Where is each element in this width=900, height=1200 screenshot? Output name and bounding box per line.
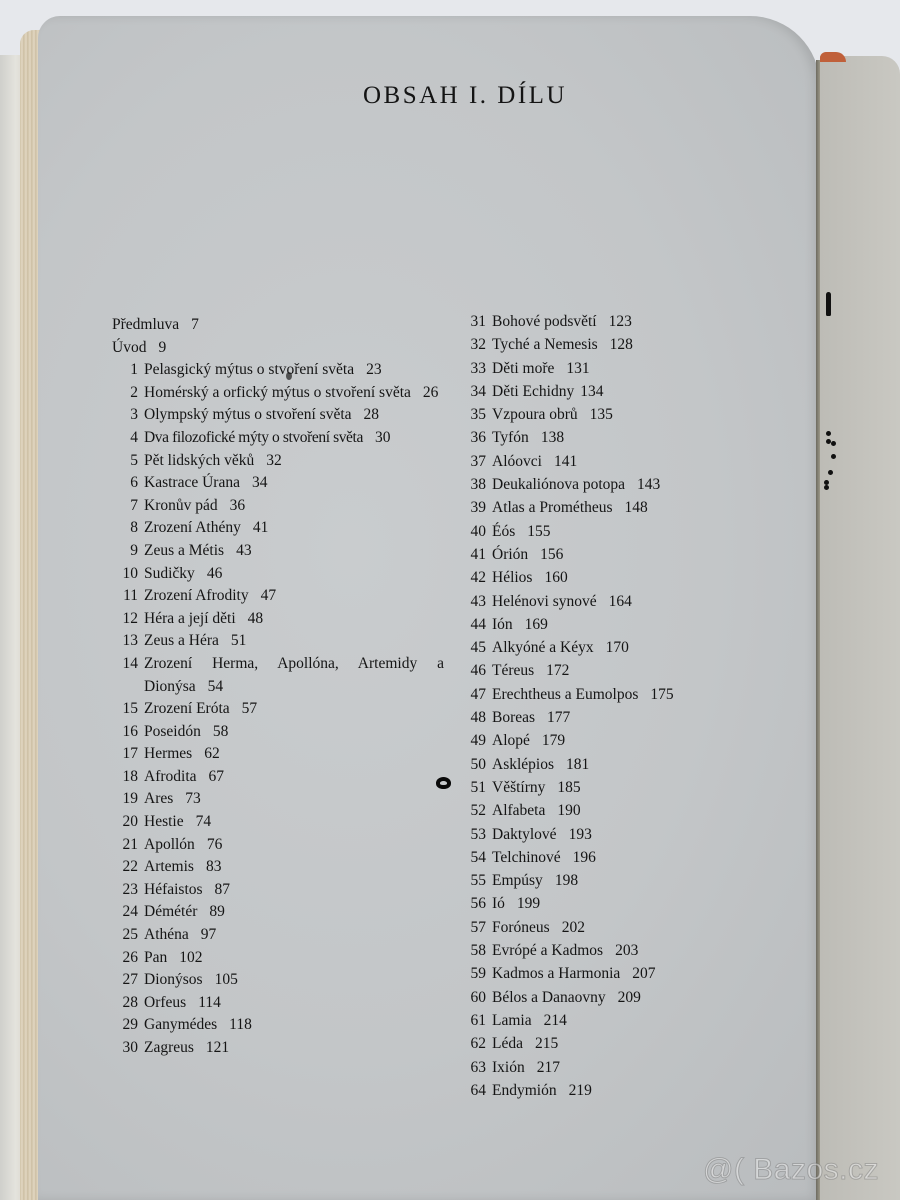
chapter-number: 27	[122, 971, 138, 989]
toc-entry	[112, 608, 452, 631]
toc-entry	[460, 426, 760, 449]
page-number: 135	[589, 406, 613, 424]
chapter-title: Pelasgický mýtus o stvoření světa	[144, 361, 355, 379]
chapter-title: Pan	[144, 948, 168, 966]
toc-entry	[460, 333, 760, 356]
page-number: 169	[524, 615, 548, 633]
toc-entry	[460, 450, 760, 473]
chapter-number: 21	[122, 835, 138, 853]
chapter-title: Olympský mýtus o stvoření světa	[144, 406, 352, 424]
page-number: 131	[566, 359, 590, 377]
toc-entry	[112, 856, 452, 879]
chapter-title: Bélos a Danaovny	[492, 988, 606, 1006]
page-number: 83	[205, 858, 222, 876]
page-number: 41	[252, 519, 269, 537]
chapter-title: Zeus a Métis	[144, 541, 225, 559]
chapter-title: Léda	[492, 1035, 523, 1053]
toc-entry	[460, 566, 760, 589]
page-number: 36	[229, 496, 246, 514]
chapter-title: Atlas a Prométheus	[492, 499, 613, 517]
page-number: 76	[206, 835, 223, 853]
page-number: 123	[608, 313, 632, 330]
page-number: 207	[632, 965, 656, 983]
page-number: 156	[540, 545, 564, 563]
toc-entry-marked	[460, 776, 760, 799]
toc-entry	[112, 879, 452, 902]
chapter-title: Órión	[492, 545, 529, 563]
chapter-title: Hestie	[144, 813, 184, 831]
page-number: 57	[241, 700, 258, 718]
page-number: 185	[557, 778, 581, 796]
toc-entry	[460, 636, 760, 659]
page-number: 138	[540, 429, 565, 447]
chapter-title: Zeus a Héra	[144, 632, 219, 650]
chapter-number: 22	[122, 858, 138, 876]
chapter-title: Éós	[492, 522, 516, 540]
page-number: 28	[363, 406, 380, 424]
page-number: 74	[195, 813, 212, 831]
chapter-number: 8	[130, 519, 138, 537]
toc-entry	[112, 404, 452, 427]
chapter-number: 62	[470, 1035, 486, 1053]
chapter-title: Tyfón	[492, 429, 529, 447]
page-number: 30	[374, 428, 391, 446]
toc-entry	[112, 450, 452, 473]
chapter-number: 3	[130, 406, 138, 424]
chapter-number: 48	[470, 709, 486, 727]
toc-entry	[112, 653, 452, 698]
chapter-title: Zagreus	[144, 1039, 194, 1056]
chapter-title: Boreas	[492, 709, 536, 727]
page-number: 193	[568, 825, 592, 843]
chapter-number: 50	[470, 755, 486, 773]
chapter-title: Kronův pád	[144, 496, 218, 514]
page-number: 203	[615, 942, 639, 960]
page-number: 7	[191, 316, 199, 333]
ink-dot	[826, 431, 831, 436]
chapter-title: Ió	[492, 895, 505, 913]
page-number: 199	[516, 895, 541, 913]
chapter-title: Héra a její děti	[144, 609, 236, 627]
chapter-number: 30	[122, 1039, 138, 1056]
chapter-title: Ares	[144, 790, 174, 808]
chapter-title: Artemis	[144, 858, 194, 876]
chapter-number: 20	[122, 813, 138, 831]
chapter-title: Tyché a Nemesis	[492, 336, 598, 354]
toc-entry	[460, 496, 760, 519]
chapter-number: 25	[122, 926, 138, 944]
chapter-number: 13	[122, 632, 138, 650]
page-title: OBSAH I. DÍLU	[362, 82, 568, 109]
toc-entry	[112, 540, 452, 563]
chapter-title: Démétér	[144, 903, 198, 921]
toc-entry	[460, 869, 760, 892]
toc-entry	[460, 986, 760, 1009]
chapter-title: Forónеus	[492, 918, 550, 936]
chapter-title: Evrópé a Kadmos	[492, 942, 604, 960]
page-number: 23	[366, 361, 382, 379]
chapter-title: Homérský a orfický mýtus o stvoření světa	[144, 383, 411, 401]
chapter-number: 39	[470, 499, 486, 517]
toc-entry	[112, 563, 452, 586]
toc-entry	[112, 811, 452, 834]
toc-entry	[460, 962, 760, 985]
page-number: 155	[527, 522, 551, 540]
chapter-number: 11	[123, 587, 138, 605]
chapter-number: 42	[470, 569, 486, 587]
page-number: 34	[251, 474, 268, 492]
page-number: 175	[650, 685, 674, 703]
chapter-number: 5	[130, 451, 138, 469]
chapter-title: Héfaistos	[144, 880, 203, 898]
page-number: 32	[266, 451, 282, 469]
chapter-title: Hermes	[144, 745, 193, 763]
ink-dot	[831, 454, 836, 459]
chapter-number: 44	[470, 615, 486, 633]
chapter-number: 10	[122, 564, 138, 582]
chapter-title: Deukaliónova potopa	[492, 476, 626, 494]
chapter-number: 57	[470, 918, 486, 936]
chapter-title: Děti Echidny	[492, 382, 575, 400]
handwritten-circle-marker	[436, 777, 451, 789]
chapter-number: 35	[470, 406, 486, 424]
chapter-title: Zrození Afrodity	[144, 587, 249, 605]
toc-entry	[460, 1079, 760, 1102]
chapter-title: Kastrace Úrana	[144, 474, 240, 492]
chapter-number: 52	[470, 802, 486, 820]
page-number: 143	[637, 476, 661, 494]
toc-entry	[460, 380, 760, 403]
chapter-number: 24	[122, 903, 138, 921]
chapter-number: 46	[470, 662, 486, 680]
toc-entry	[460, 683, 760, 706]
chapter-number: 12	[122, 609, 138, 627]
chapter-number: 53	[470, 825, 486, 843]
page-number: 190	[557, 802, 581, 820]
toc-entry	[112, 359, 452, 382]
chapter-number: 49	[470, 732, 486, 750]
toc-entry	[460, 939, 760, 962]
page-number: 51	[230, 632, 247, 650]
chapter-title: Apollón	[144, 835, 195, 853]
page-number: 114	[198, 993, 221, 1011]
chapter-title: Athéna	[144, 926, 189, 944]
chapter-number: 34	[470, 382, 486, 400]
toc-entry	[460, 473, 760, 496]
chapter-number: 16	[122, 722, 138, 740]
chapter-number: 38	[470, 476, 486, 494]
toc-entry	[460, 310, 760, 333]
chapter-number: 15	[122, 700, 138, 718]
toc-entry	[112, 901, 452, 924]
chapter-number: 19	[122, 790, 138, 808]
chapter-number: 54	[470, 848, 486, 866]
page-number: 118	[229, 1016, 252, 1034]
toc-entry	[460, 753, 760, 776]
toc-entry-introduction: Úvod 9	[112, 337, 452, 360]
chapter-number: 64	[470, 1081, 486, 1099]
chapter-title: Telchinové	[492, 848, 561, 866]
page-number: 215	[534, 1035, 559, 1053]
chapter-number: 1	[130, 361, 138, 379]
toc-entry	[112, 585, 452, 608]
chapter-title: Alopé	[492, 732, 530, 750]
toc-entry	[112, 427, 452, 450]
watermark: @( Bazos.cz	[703, 1153, 879, 1186]
page-number: 198	[554, 872, 579, 890]
chapter-number: 59	[470, 965, 486, 983]
toc-entry	[460, 357, 760, 380]
page-number: 196	[572, 848, 596, 866]
page-number: 170	[605, 639, 629, 657]
toc-entry	[460, 613, 760, 636]
chapter-number: 55	[470, 872, 486, 890]
chapter-number: 45	[470, 639, 486, 657]
chapter-title: Zrození Athény	[144, 519, 241, 537]
toc-entry	[112, 766, 452, 789]
toc-entry	[112, 382, 452, 405]
toc-entry	[112, 788, 452, 811]
toc-entry	[112, 947, 452, 970]
chapter-number: 36	[470, 429, 486, 447]
toc-entry	[112, 969, 452, 992]
chapter-number: 7	[130, 496, 138, 514]
page-number: 43	[236, 541, 252, 559]
page-number: 102	[179, 948, 203, 966]
page-number: 202	[561, 918, 585, 936]
toc-entry	[112, 472, 452, 495]
chapter-title: Ixión	[492, 1058, 525, 1076]
page-number: 58	[212, 722, 229, 740]
toc-entry	[112, 698, 452, 721]
toc-entry	[460, 706, 760, 729]
chapter-title: Daktylové	[492, 825, 557, 843]
toc-column-right	[460, 310, 760, 1102]
chapter-number: 2	[130, 383, 138, 401]
toc-entry	[112, 721, 452, 744]
chapter-number: 56	[470, 895, 486, 913]
ink-dot	[824, 485, 829, 490]
chapter-title: Vzpoura obrů	[492, 406, 578, 424]
page-number: 209	[617, 988, 641, 1006]
chapter-number: 28	[122, 993, 138, 1011]
chapter-number: 4	[130, 428, 138, 446]
facing-page	[820, 56, 900, 1200]
chapter-title: Dionýsos	[144, 971, 203, 989]
toc-entry	[460, 846, 760, 869]
chapter-title: Afrodita	[144, 767, 197, 785]
chapter-title: Empúsy	[492, 872, 543, 890]
chapter-number: 31	[470, 313, 486, 330]
chapter-title: Alkyóné a Kéyx	[492, 639, 594, 657]
page-number: 164	[608, 592, 632, 610]
toc-entry	[460, 659, 760, 682]
toc-entry	[112, 743, 452, 766]
page-number: 105	[214, 971, 238, 989]
chapter-number: 37	[470, 452, 486, 470]
page-number: 48	[247, 609, 264, 627]
page-number: 54	[207, 677, 224, 695]
toc-entry	[460, 590, 760, 613]
toc-entry	[460, 520, 760, 543]
chapter-title: Poseidón	[144, 722, 201, 740]
toc-column-left	[112, 314, 452, 1060]
chapter-title: Pět lidských věků	[144, 451, 255, 469]
page-number: 177	[547, 709, 571, 727]
page-number: 46	[206, 564, 223, 582]
chapter-title: Alfabeta	[492, 802, 546, 820]
chapter-title: Téreus	[492, 662, 535, 680]
chapter-number: 14	[122, 654, 138, 672]
page-number: 141	[553, 452, 578, 470]
chapter-title: Bohové podsvětí	[492, 313, 597, 330]
book-gutter	[816, 60, 820, 1200]
page-number: 217	[536, 1058, 560, 1076]
toc-entry	[460, 823, 760, 846]
chapter-title: Ión	[492, 615, 513, 633]
chapter-number: 17	[122, 745, 138, 763]
page-number: 67	[208, 767, 225, 785]
page-number: 219	[568, 1081, 592, 1099]
chapter-title: Dva filozofické mýty o stvoření světa	[144, 428, 363, 446]
toc-entry	[460, 403, 760, 426]
toc-entry	[460, 1032, 760, 1055]
chapter-number: 41	[470, 545, 486, 563]
chapter-title: Hélios	[492, 569, 533, 587]
ink-dot	[828, 470, 833, 475]
chapter-number: 29	[122, 1016, 138, 1034]
chapter-number: 51	[470, 778, 486, 796]
chapter-title: Orfeus	[144, 993, 187, 1011]
toc-entry	[112, 834, 452, 857]
toc-entry	[112, 495, 452, 518]
chapter-number: 23	[122, 880, 138, 898]
chapter-title: Lamia	[492, 1011, 532, 1029]
chapter-title: Sudičky	[144, 564, 195, 582]
chapter-number: 60	[470, 988, 486, 1006]
toc-entry	[112, 1037, 452, 1060]
chapter-number: 40	[470, 522, 486, 540]
chapter-title: Ganymédes	[144, 1016, 218, 1034]
toc-entry	[112, 630, 452, 653]
chapter-title: Věštírny	[492, 778, 546, 796]
page-number: 121	[205, 1039, 230, 1056]
toc-entry	[460, 892, 760, 915]
page-number: 128	[609, 336, 633, 354]
toc-entry	[460, 543, 760, 566]
page-number: 181	[566, 755, 590, 773]
chapter-number: 32	[470, 336, 486, 354]
chapter-title: Děti moře	[492, 359, 555, 377]
chapter-number: 26	[122, 948, 138, 966]
cover-corner	[820, 52, 846, 62]
chapter-number: 63	[470, 1058, 486, 1076]
toc-entry	[112, 517, 452, 540]
page-number: 89	[209, 903, 225, 921]
chapter-number: 61	[470, 1011, 486, 1029]
chapter-title: Endymión	[492, 1081, 557, 1099]
chapter-number: 33	[470, 359, 486, 377]
page-number: 87	[214, 880, 231, 898]
page-number: 214	[543, 1011, 567, 1029]
page-number: 47	[260, 587, 277, 605]
page-number: 97	[200, 926, 217, 944]
toc-entry	[460, 799, 760, 822]
chapter-title: Zrození Herma, Apollóna, Artemidy a Dionýsa	[144, 654, 444, 695]
page-number: 148	[624, 499, 648, 517]
toc-entry-foreword: Předmluva 7	[112, 314, 452, 337]
toc-entry	[460, 1009, 760, 1032]
chapter-title: Zrození Eróta	[144, 700, 230, 718]
chapter-title: Helénovi synové	[492, 592, 597, 610]
page-number: 73	[185, 790, 201, 808]
chapter-title: Kadmos a Harmonia	[492, 965, 621, 983]
page-number: 134	[580, 382, 604, 400]
toc-entry	[112, 1014, 452, 1037]
ink-mark	[826, 292, 831, 316]
toc-entry	[112, 992, 452, 1015]
chapter-title: Asklépios	[492, 755, 554, 773]
ink-dot	[831, 441, 836, 446]
page-number: 160	[544, 569, 568, 587]
chapter-number: 43	[470, 592, 486, 610]
page-number: 26	[422, 383, 439, 401]
chapter-number: 18	[122, 767, 138, 785]
toc-entry	[460, 729, 760, 752]
page-number: 179	[541, 732, 566, 750]
chapter-number: 47	[470, 685, 486, 703]
toc-entry	[460, 1056, 760, 1079]
chapter-number: 6	[130, 474, 138, 492]
toc-entry	[112, 924, 452, 947]
chapter-title: Alóovci	[492, 452, 542, 470]
chapter-number: 58	[470, 942, 486, 960]
chapter-title: Erechtheus a Eumolpos	[492, 685, 639, 703]
page-number: 172	[546, 662, 570, 680]
toc-entry	[460, 916, 760, 939]
page-number: 62	[204, 745, 220, 763]
page-number: 9	[158, 338, 167, 356]
chapter-number: 9	[130, 541, 138, 559]
